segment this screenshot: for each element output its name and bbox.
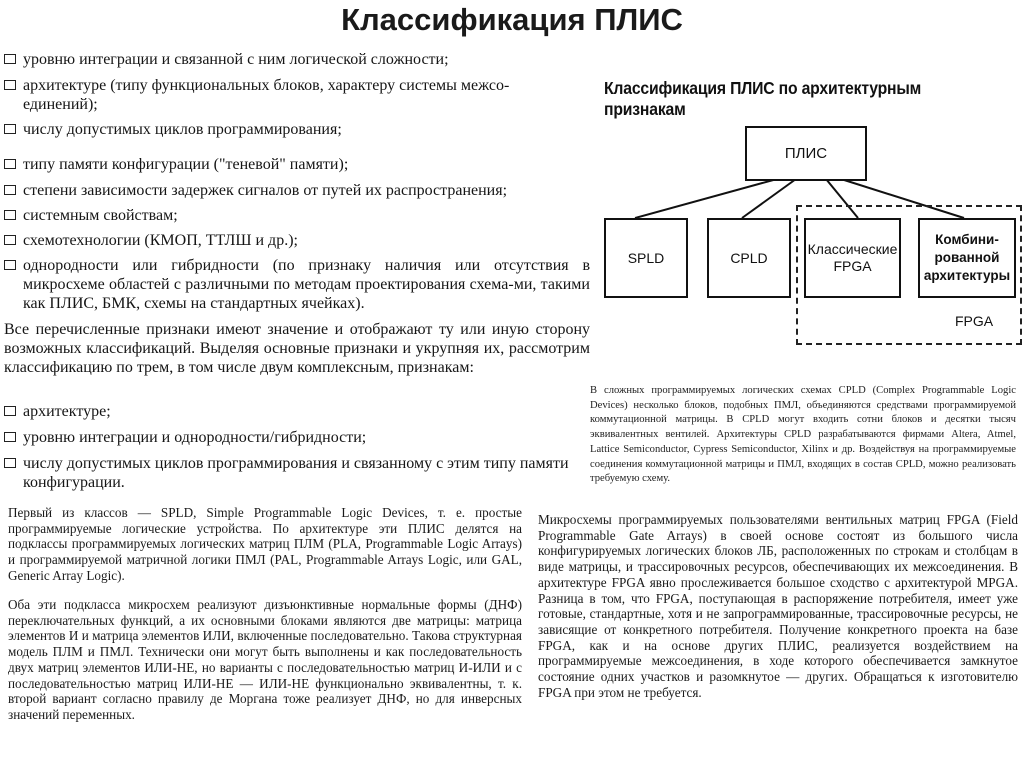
criterion-text: типу памяти конфигурации ("теневой" памяти);: [23, 156, 349, 173]
node-spld: SPLD: [604, 218, 688, 298]
main-criterion-text: уровню интеграции и однородности/гибридности;: [23, 429, 367, 446]
page-title: Классификация ПЛИС: [341, 2, 683, 37]
summary-paragraph: Все перечисленные признаки имеют значение и отображают ту или иную сторону возможных классификаций. Выделяя основные признаки и укрупняя их, рассмотрим классификацию по трем, в том числе двум комплексным, признакам:: [4, 321, 590, 376]
checkbox-bullet-icon: [4, 458, 16, 468]
checkbox-bullet-icon: [4, 432, 16, 442]
node-cpld: CPLD: [707, 218, 791, 298]
spld-paragraph-2: Оба эти подкласса микросхем реализуют дизъюнктивные нормальные формы (ДНФ) переключательных функций, а их основными блоками являются две матрицы: матрица элементов И и матрица элементов ИЛИ, включенные последовательно. Такова структурная модель ПЛМ и ПМЛ. Технически они могут быть выполнены и как последовательность двух матриц элементов ИЛИ-НЕ, но варианты с последовательностью матриц И-ИЛИ и с последовательностью матриц ИЛИ-НЕ — ИЛИ-НЕ функционально эквивалентны, т. к. второй вариант согласно правилу де Моргана тоже реализует ДНФ, но для инверсных значений переменных.: [8, 597, 522, 722]
diagram-title: Классификация ПЛИС по архитектурным признакам: [604, 78, 922, 119]
checkbox-bullet-icon: [4, 159, 16, 169]
fpga-group-label: FPGA: [955, 313, 994, 329]
criterion-text: степени зависимости задержек сигналов от путей их распространения;: [23, 182, 508, 199]
list-item: [4, 428, 564, 447]
node-combined-architecture: Комбини-рованной архитектуры: [918, 218, 1016, 298]
criterion-text: уровню интеграции и связанной с ним логической сложности;: [23, 51, 449, 68]
checkbox-bullet-icon: [4, 54, 16, 64]
checkbox-bullet-icon: [4, 235, 16, 245]
checkbox-bullet-icon: [4, 80, 16, 90]
criterion-text: архитектуре (типу функциональных блоков, характеру системы межсо-единений);: [23, 77, 510, 113]
list-item: [4, 50, 504, 69]
checkbox-bullet-icon: [4, 124, 16, 134]
list-item: [4, 155, 574, 174]
fpga-paragraph: Микросхемы программируемых пользователями вентильных матриц FPGA (Field Programmable Gate Arrays) в своей основе состоят из большого числа конфигурируемых логических блоков ЛБ, расположенных по строкам и столбцам в виде матрицы, и трассировочных ресурсов, обеспечивающих их межсоединения. В архитектуре FPGA явно прослеживается большое сходство с архитектурой MPGA. Разница в том, что FPGA, поступающая в распоряжение потребителя, имеет уже готовые, стандартные, хотя и не запрограммированные, трассировочные ресурсы, не зависящие от конкретного потребителя. Получение конкретного проекта на базе FPGA, как и на основе других ПЛИС, реализуется воздействием на программируемые межсоединения, в ходе которого обеспечивается замкнутое состояние одних участков и разомкнутое — других. Обращаться к изготовителю FPGA при этом не требуется.: [538, 512, 1018, 700]
criterion-text: схемотехнологии (КМОП, ТТЛШ и др.);: [23, 232, 298, 249]
connector-spld: [635, 179, 777, 218]
list-item: [4, 231, 504, 250]
criterion-text: однородности или гибридности (по признаку наличия или отсутствия в микросхеме областей с различными по методам проектирования схема-ми, такими как ПЛИС, БМК, схемы на стандартных ячейках).: [23, 257, 590, 312]
list-item: [4, 206, 504, 225]
cpld-caption: В сложных программируемых логических схемах CPLD (Complex Programmable Logic Devices) несколько блоков, подобных ПМЛ, объединяются средствами программируемой коммутационной матрицы. В CPLD могут входить сотни блоков и десятки тысяч эквивалентных вентилей. Архитектуры CPLD разрабатываются фирмами Altera, Atmel, Lattice Semiconductor, Cypress Semiconductor, Xilinx и др. Воздействуя на программируемые соединения коммутационной матрицы и ПМЛ, входящих в состав CPLD, можно реализовать требуемую схему.: [590, 385, 1016, 485]
checkbox-bullet-icon: [4, 260, 16, 270]
criterion-text: числу допустимых циклов программирования;: [23, 121, 342, 138]
main-criterion-text: числу допустимых циклов программирования и связанному с этим типу памяти конфигурации.: [23, 455, 569, 491]
checkbox-bullet-icon: [4, 185, 16, 195]
list-item: [4, 181, 584, 200]
list-item: [4, 256, 590, 313]
node-classic-fpga: Классические FPGA: [804, 218, 901, 298]
criterion-text: системным свойствам;: [23, 207, 178, 224]
list-item: [4, 454, 590, 492]
checkbox-bullet-icon: [4, 210, 16, 220]
spld-paragraph-1: Первый из классов — SPLD, Simple Programmable Logic Devices, т. е. простые программируемые логические устройства. По архитектуре эти ПЛИС делятся на подклассы программируемых логических матриц ПЛМ (PLA, Programmable Logic Arrays) и программируемой матричной логики ПМЛ (PAL, Programmable Arrays Logic, или GAL, Generic Array Logic).: [8, 505, 522, 583]
connector-cpld: [742, 179, 796, 218]
main-criterion-text: архитектуре;: [23, 403, 111, 420]
list-item: [4, 76, 566, 114]
list-item: [4, 120, 504, 139]
root-node: ПЛИС: [745, 126, 867, 181]
checkbox-bullet-icon: [4, 406, 16, 416]
list-item: [4, 402, 564, 421]
